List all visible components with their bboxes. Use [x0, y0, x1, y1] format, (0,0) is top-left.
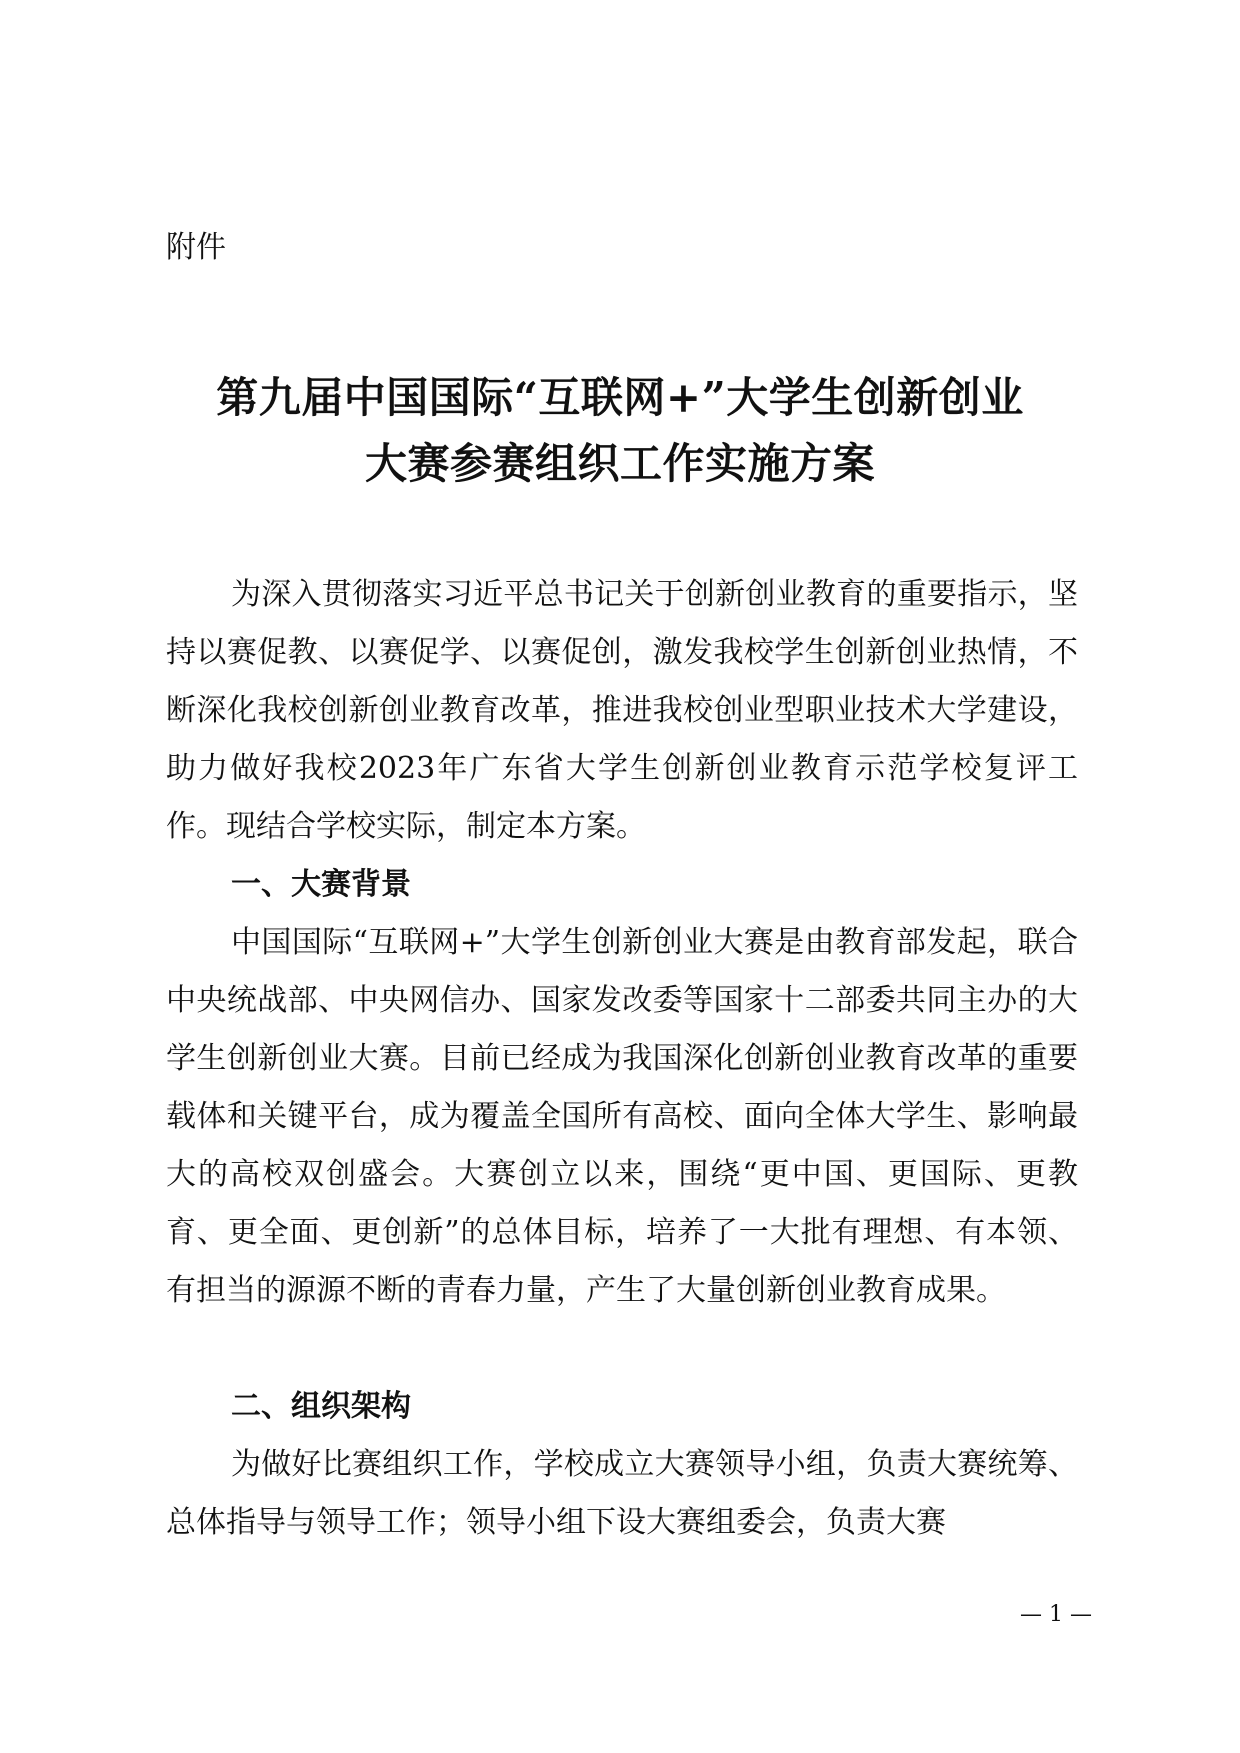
- organization-paragraph: 为做好比赛组织工作，学校成立大赛领导小组，负责大赛统筹、总体指导与领导工作；领导小组下设大赛组委会，负责大赛: [166, 1447, 1078, 1540]
- background-paragraph-block: [166, 914, 1078, 1320]
- intro-paragraph: 为深入贯彻落实习近平总书记关于创新创业教育的重要指示，坚持以赛促教、以赛促学、以赛促创，激发我校学生创新创业热情，不断深化我校创新创业教育改革，推进我校创业型职业技术大学建设，助力做好我校2023年广东省大学生创新创业教育示范学校复评工作。现结合学校实际，制定本方案。: [166, 577, 1078, 844]
- organization-paragraph-block: [166, 1436, 1078, 1552]
- attachment-label: 附件: [166, 230, 226, 265]
- intro-paragraph-block: [166, 566, 1078, 856]
- background-paragraph: 中国国际“互联网+”大学生创新创业大赛是由教育部发起，联合中央统战部、中央网信办、国家发改委等国家十二部委共同主办的大学生创新创业大赛。目前已经成为我国深化创新创业教育改革的重要载体和关键平台，成为覆盖全国所有高校、面向全体大学生、影响最大的高校双创盛会。大赛创立以来，围绕“更中国、更国际、更教育、更全面、更创新”的总体目标，培养了一大批有理想、有本领、有担当的源源不断的青春力量，产生了大量创新创业教育成果。: [166, 925, 1078, 1308]
- section-heading-organization: 二、组织架构: [231, 1389, 411, 1424]
- document-title-line-2: 大赛参赛组织工作实施方案: [364, 439, 875, 488]
- section-heading-background: 一、大赛背景: [231, 867, 411, 902]
- page-number: — 1 —: [1020, 1602, 1092, 1627]
- document-title-line-1: 第九届中国国际“互联网+”大学生创新创业: [216, 373, 1024, 422]
